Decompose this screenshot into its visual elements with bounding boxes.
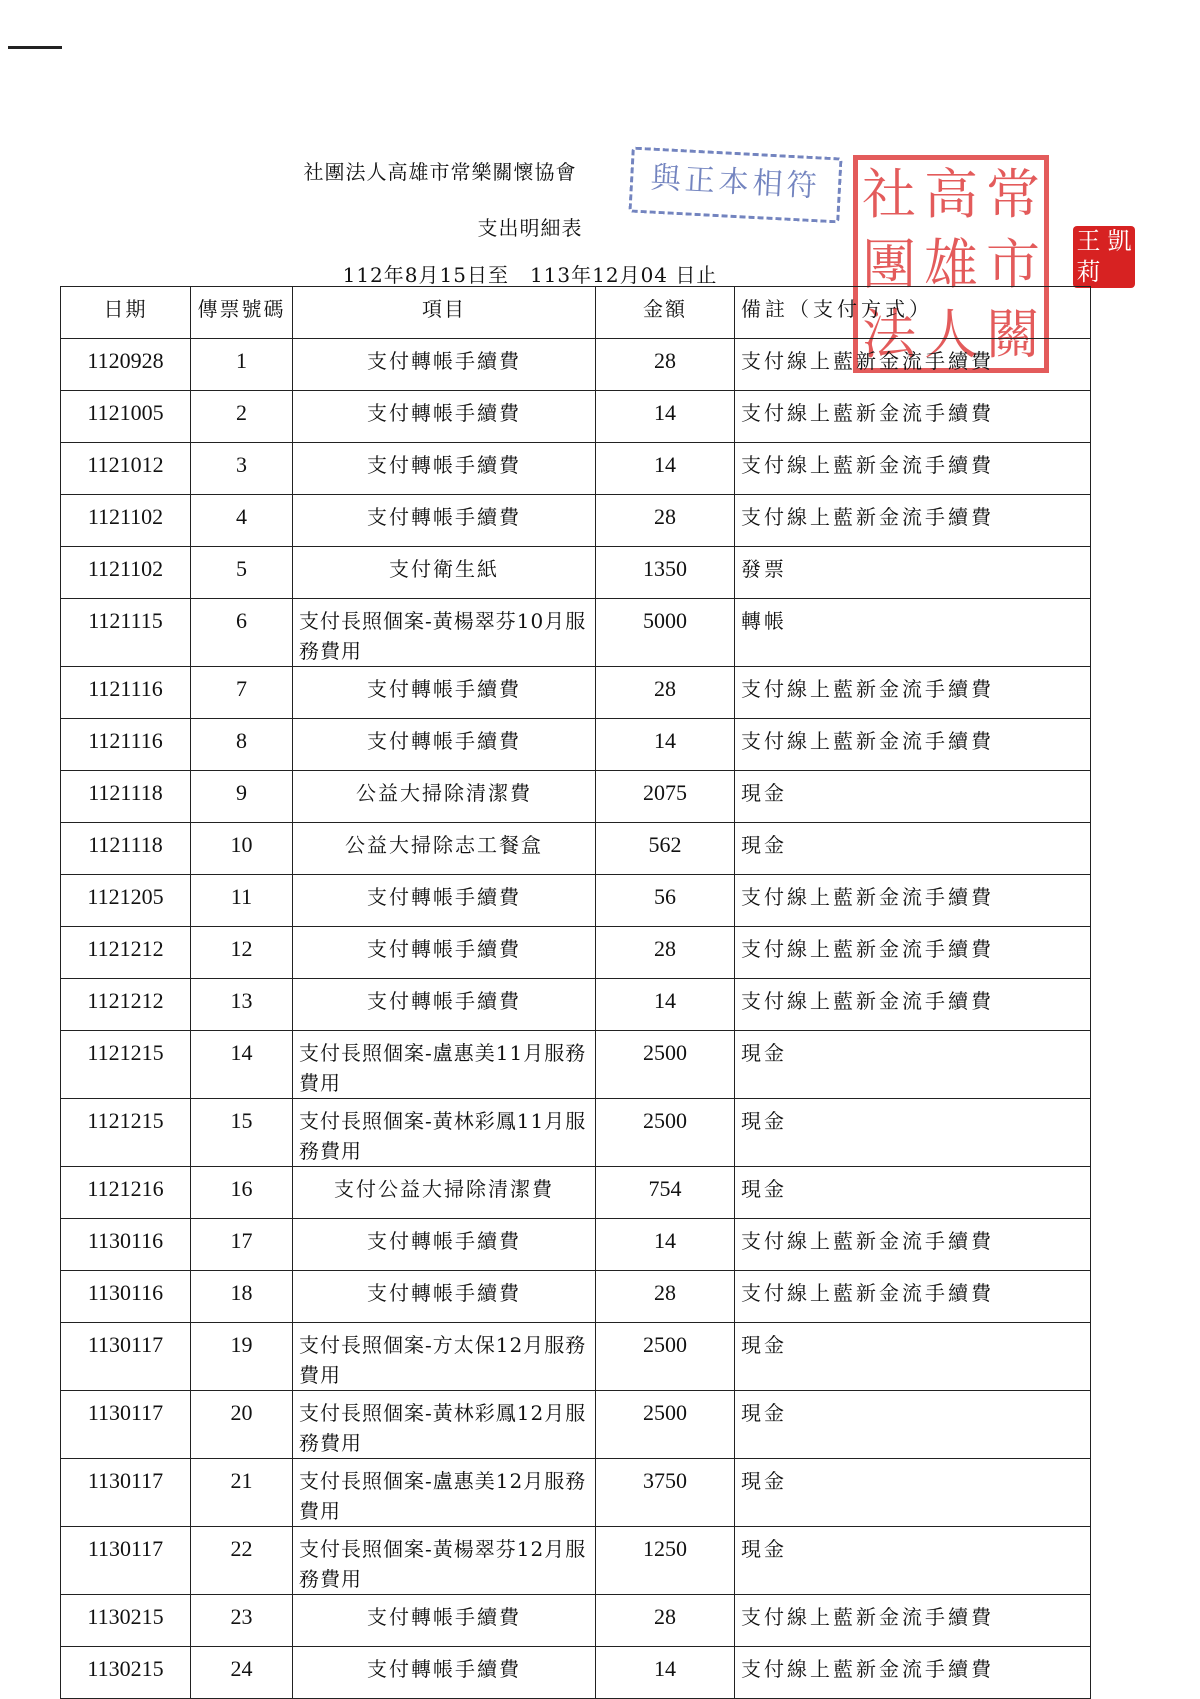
table-header-row <box>61 287 1091 339</box>
voucher-no-cell: 9 <box>191 771 293 823</box>
note-cell: 支付線上藍新金流手續費 <box>735 1595 1091 1647</box>
note-cell: 發票 <box>735 547 1091 599</box>
date-cell: 1121216 <box>61 1167 191 1219</box>
note-cell: 支付線上藍新金流手續費 <box>735 979 1091 1031</box>
amount-cell: 2500 <box>596 1391 735 1459</box>
amount-cell: 1350 <box>596 547 735 599</box>
item-cell: 支付長照個案-盧惠美12月服務費用 <box>293 1459 596 1527</box>
date-cell: 1121005 <box>61 391 191 443</box>
date-cell: 1121102 <box>61 495 191 547</box>
amount-cell: 28 <box>596 927 735 979</box>
header-item: 項目 <box>293 287 596 339</box>
voucher-no-cell: 6 <box>191 599 293 667</box>
note-cell: 支付線上藍新金流手續費 <box>735 391 1091 443</box>
date-cell: 1121215 <box>61 1099 191 1167</box>
date-cell: 1121115 <box>61 599 191 667</box>
seal-char: 市 <box>986 233 1040 296</box>
table-row <box>61 979 1091 1031</box>
amount-cell: 14 <box>596 979 735 1031</box>
header-voucher-no: 傳票號碼 <box>191 287 293 339</box>
table-row <box>61 1391 1091 1459</box>
amount-cell: 14 <box>596 719 735 771</box>
date-cell: 1121116 <box>61 667 191 719</box>
amount-cell: 3750 <box>596 1459 735 1527</box>
note-cell: 現金 <box>735 1459 1091 1527</box>
voucher-no-cell: 2 <box>191 391 293 443</box>
table-row <box>61 1271 1091 1323</box>
table-row <box>61 495 1091 547</box>
table-row <box>61 443 1091 495</box>
item-cell: 支付轉帳手續費 <box>293 339 596 391</box>
voucher-no-cell: 19 <box>191 1323 293 1391</box>
org-name: 社團法人高雄市常樂關懷協會 <box>303 160 577 184</box>
amount-cell: 14 <box>596 443 735 495</box>
note-cell: 支付線上藍新金流手續費 <box>735 875 1091 927</box>
note-cell: 轉帳 <box>735 599 1091 667</box>
voucher-no-cell: 8 <box>191 719 293 771</box>
item-cell: 支付長照個案-黃楊翠芬10月服務費用 <box>293 599 596 667</box>
amount-cell: 2500 <box>596 1099 735 1167</box>
seal-char: 社 <box>862 163 916 226</box>
doc-title: 支出明細表 <box>477 216 583 240</box>
date-cell: 1121102 <box>61 547 191 599</box>
date-cell: 1121205 <box>61 875 191 927</box>
note-cell: 現金 <box>735 1391 1091 1459</box>
item-cell: 支付轉帳手續費 <box>293 1595 596 1647</box>
note-cell: 現金 <box>735 1323 1091 1391</box>
date-cell: 1121118 <box>61 823 191 875</box>
voucher-no-cell: 20 <box>191 1391 293 1459</box>
seal-char: 關 <box>986 303 1040 366</box>
voucher-no-cell: 21 <box>191 1459 293 1527</box>
table-row <box>61 1219 1091 1271</box>
table-row <box>61 667 1091 719</box>
voucher-no-cell: 14 <box>191 1031 293 1099</box>
amount-cell: 5000 <box>596 599 735 667</box>
seal-char: 凱 <box>1107 227 1132 255</box>
amount-cell: 56 <box>596 875 735 927</box>
voucher-no-cell: 15 <box>191 1099 293 1167</box>
date-cell: 1121212 <box>61 979 191 1031</box>
amount-cell: 14 <box>596 391 735 443</box>
item-cell: 公益大掃除清潔費 <box>293 771 596 823</box>
amount-cell: 754 <box>596 1167 735 1219</box>
expense-table <box>60 286 1091 1699</box>
note-cell: 支付線上藍新金流手續費 <box>735 1271 1091 1323</box>
voucher-no-cell: 24 <box>191 1647 293 1699</box>
header-date: 日期 <box>61 287 191 339</box>
note-cell: 支付線上藍新金流手續費 <box>735 443 1091 495</box>
voucher-no-cell: 12 <box>191 927 293 979</box>
date-cell: 1121212 <box>61 927 191 979</box>
header-amount: 金額 <box>596 287 735 339</box>
amount-cell: 28 <box>596 1595 735 1647</box>
amount-cell: 562 <box>596 823 735 875</box>
note-cell: 現金 <box>735 1527 1091 1595</box>
date-cell: 1130215 <box>61 1595 191 1647</box>
item-cell: 支付長照個案-盧惠美11月服務費用 <box>293 1031 596 1099</box>
seal-char: 高 <box>924 163 978 226</box>
item-cell: 支付轉帳手續費 <box>293 1647 596 1699</box>
seal-char: 常 <box>986 163 1040 226</box>
amount-cell: 14 <box>596 1219 735 1271</box>
table-row <box>61 1031 1091 1099</box>
note-cell: 支付線上藍新金流手續費 <box>735 927 1091 979</box>
period-range: 112年8月15日至 113年12月04 日止 <box>342 263 718 287</box>
table-row <box>61 1595 1091 1647</box>
amount-cell: 2500 <box>596 1323 735 1391</box>
seal-char: 王 <box>1076 227 1101 255</box>
table-row <box>61 599 1091 667</box>
item-cell: 支付轉帳手續費 <box>293 1271 596 1323</box>
note-cell: 支付線上藍新金流手續費 <box>735 495 1091 547</box>
note-cell: 支付線上藍新金流手續費 <box>735 667 1091 719</box>
voucher-no-cell: 10 <box>191 823 293 875</box>
voucher-no-cell: 22 <box>191 1527 293 1595</box>
item-cell: 支付轉帳手續費 <box>293 667 596 719</box>
voucher-no-cell: 13 <box>191 979 293 1031</box>
seal-char: 人 <box>924 303 978 366</box>
table-row <box>61 1647 1091 1699</box>
voucher-no-cell: 1 <box>191 339 293 391</box>
date-cell: 1120928 <box>61 339 191 391</box>
note-cell: 現金 <box>735 823 1091 875</box>
item-cell: 支付長照個案-黃林彩鳳12月服務費用 <box>293 1391 596 1459</box>
seal-char: 莉 <box>1076 258 1101 286</box>
scan-mark <box>8 46 62 49</box>
personal-seal <box>1073 226 1135 288</box>
voucher-no-cell: 23 <box>191 1595 293 1647</box>
date-cell: 1121012 <box>61 443 191 495</box>
voucher-no-cell: 4 <box>191 495 293 547</box>
date-cell: 1130116 <box>61 1271 191 1323</box>
note-cell: 現金 <box>735 771 1091 823</box>
note-cell: 支付線上藍新金流手續費 <box>735 339 1091 391</box>
table-row <box>61 823 1091 875</box>
table-row <box>61 719 1091 771</box>
certified-copy-stamp: 與正本相符 <box>628 147 842 224</box>
note-cell: 支付線上藍新金流手續費 <box>735 719 1091 771</box>
item-cell: 支付轉帳手續費 <box>293 1219 596 1271</box>
seal-char: 雄 <box>924 233 978 296</box>
date-cell: 1130117 <box>61 1323 191 1391</box>
item-cell: 公益大掃除志工餐盒 <box>293 823 596 875</box>
amount-cell: 28 <box>596 339 735 391</box>
item-cell: 支付衛生紙 <box>293 547 596 599</box>
item-cell: 支付長照個案-黃楊翠芬12月服務費用 <box>293 1527 596 1595</box>
table-row <box>61 1323 1091 1391</box>
item-cell: 支付轉帳手續費 <box>293 875 596 927</box>
table-row <box>61 875 1091 927</box>
table-row <box>61 1167 1091 1219</box>
item-cell: 支付轉帳手續費 <box>293 495 596 547</box>
amount-cell: 2500 <box>596 1031 735 1099</box>
date-cell: 1130117 <box>61 1527 191 1595</box>
table-row <box>61 927 1091 979</box>
item-cell: 支付轉帳手續費 <box>293 979 596 1031</box>
voucher-no-cell: 16 <box>191 1167 293 1219</box>
date-cell: 1130117 <box>61 1391 191 1459</box>
table-row <box>61 1527 1091 1595</box>
note-cell: 支付線上藍新金流手續費 <box>735 1219 1091 1271</box>
seal-char: 團 <box>862 233 916 296</box>
voucher-no-cell: 5 <box>191 547 293 599</box>
item-cell: 支付轉帳手續費 <box>293 719 596 771</box>
seal-char <box>1104 257 1135 288</box>
item-cell: 支付長照個案-方太保12月服務費用 <box>293 1323 596 1391</box>
table-row <box>61 1099 1091 1167</box>
table-row <box>61 339 1091 391</box>
amount-cell: 14 <box>596 1647 735 1699</box>
amount-cell: 28 <box>596 667 735 719</box>
item-cell: 支付公益大掃除清潔費 <box>293 1167 596 1219</box>
date-cell: 1121116 <box>61 719 191 771</box>
note-cell: 現金 <box>735 1099 1091 1167</box>
item-cell: 支付轉帳手續費 <box>293 927 596 979</box>
voucher-no-cell: 11 <box>191 875 293 927</box>
voucher-no-cell: 17 <box>191 1219 293 1271</box>
date-cell: 1130117 <box>61 1459 191 1527</box>
table-row <box>61 1459 1091 1527</box>
date-cell: 1121215 <box>61 1031 191 1099</box>
seal-char: 法 <box>862 303 916 366</box>
amount-cell: 28 <box>596 495 735 547</box>
amount-cell: 2075 <box>596 771 735 823</box>
table-row <box>61 547 1091 599</box>
amount-cell: 28 <box>596 1271 735 1323</box>
item-cell: 支付轉帳手續費 <box>293 391 596 443</box>
note-cell: 現金 <box>735 1031 1091 1099</box>
table-row <box>61 391 1091 443</box>
voucher-no-cell: 3 <box>191 443 293 495</box>
voucher-no-cell: 18 <box>191 1271 293 1323</box>
item-cell: 支付長照個案-黃林彩鳳11月服務費用 <box>293 1099 596 1167</box>
table-body <box>61 339 1091 1699</box>
date-cell: 1121118 <box>61 771 191 823</box>
voucher-no-cell: 7 <box>191 667 293 719</box>
amount-cell: 1250 <box>596 1527 735 1595</box>
item-cell: 支付轉帳手續費 <box>293 443 596 495</box>
date-cell: 1130215 <box>61 1647 191 1699</box>
note-cell: 現金 <box>735 1167 1091 1219</box>
header-note: 備註（支付方式） <box>735 287 1091 339</box>
table-row <box>61 771 1091 823</box>
note-cell: 支付線上藍新金流手續費 <box>735 1647 1091 1699</box>
date-cell: 1130116 <box>61 1219 191 1271</box>
